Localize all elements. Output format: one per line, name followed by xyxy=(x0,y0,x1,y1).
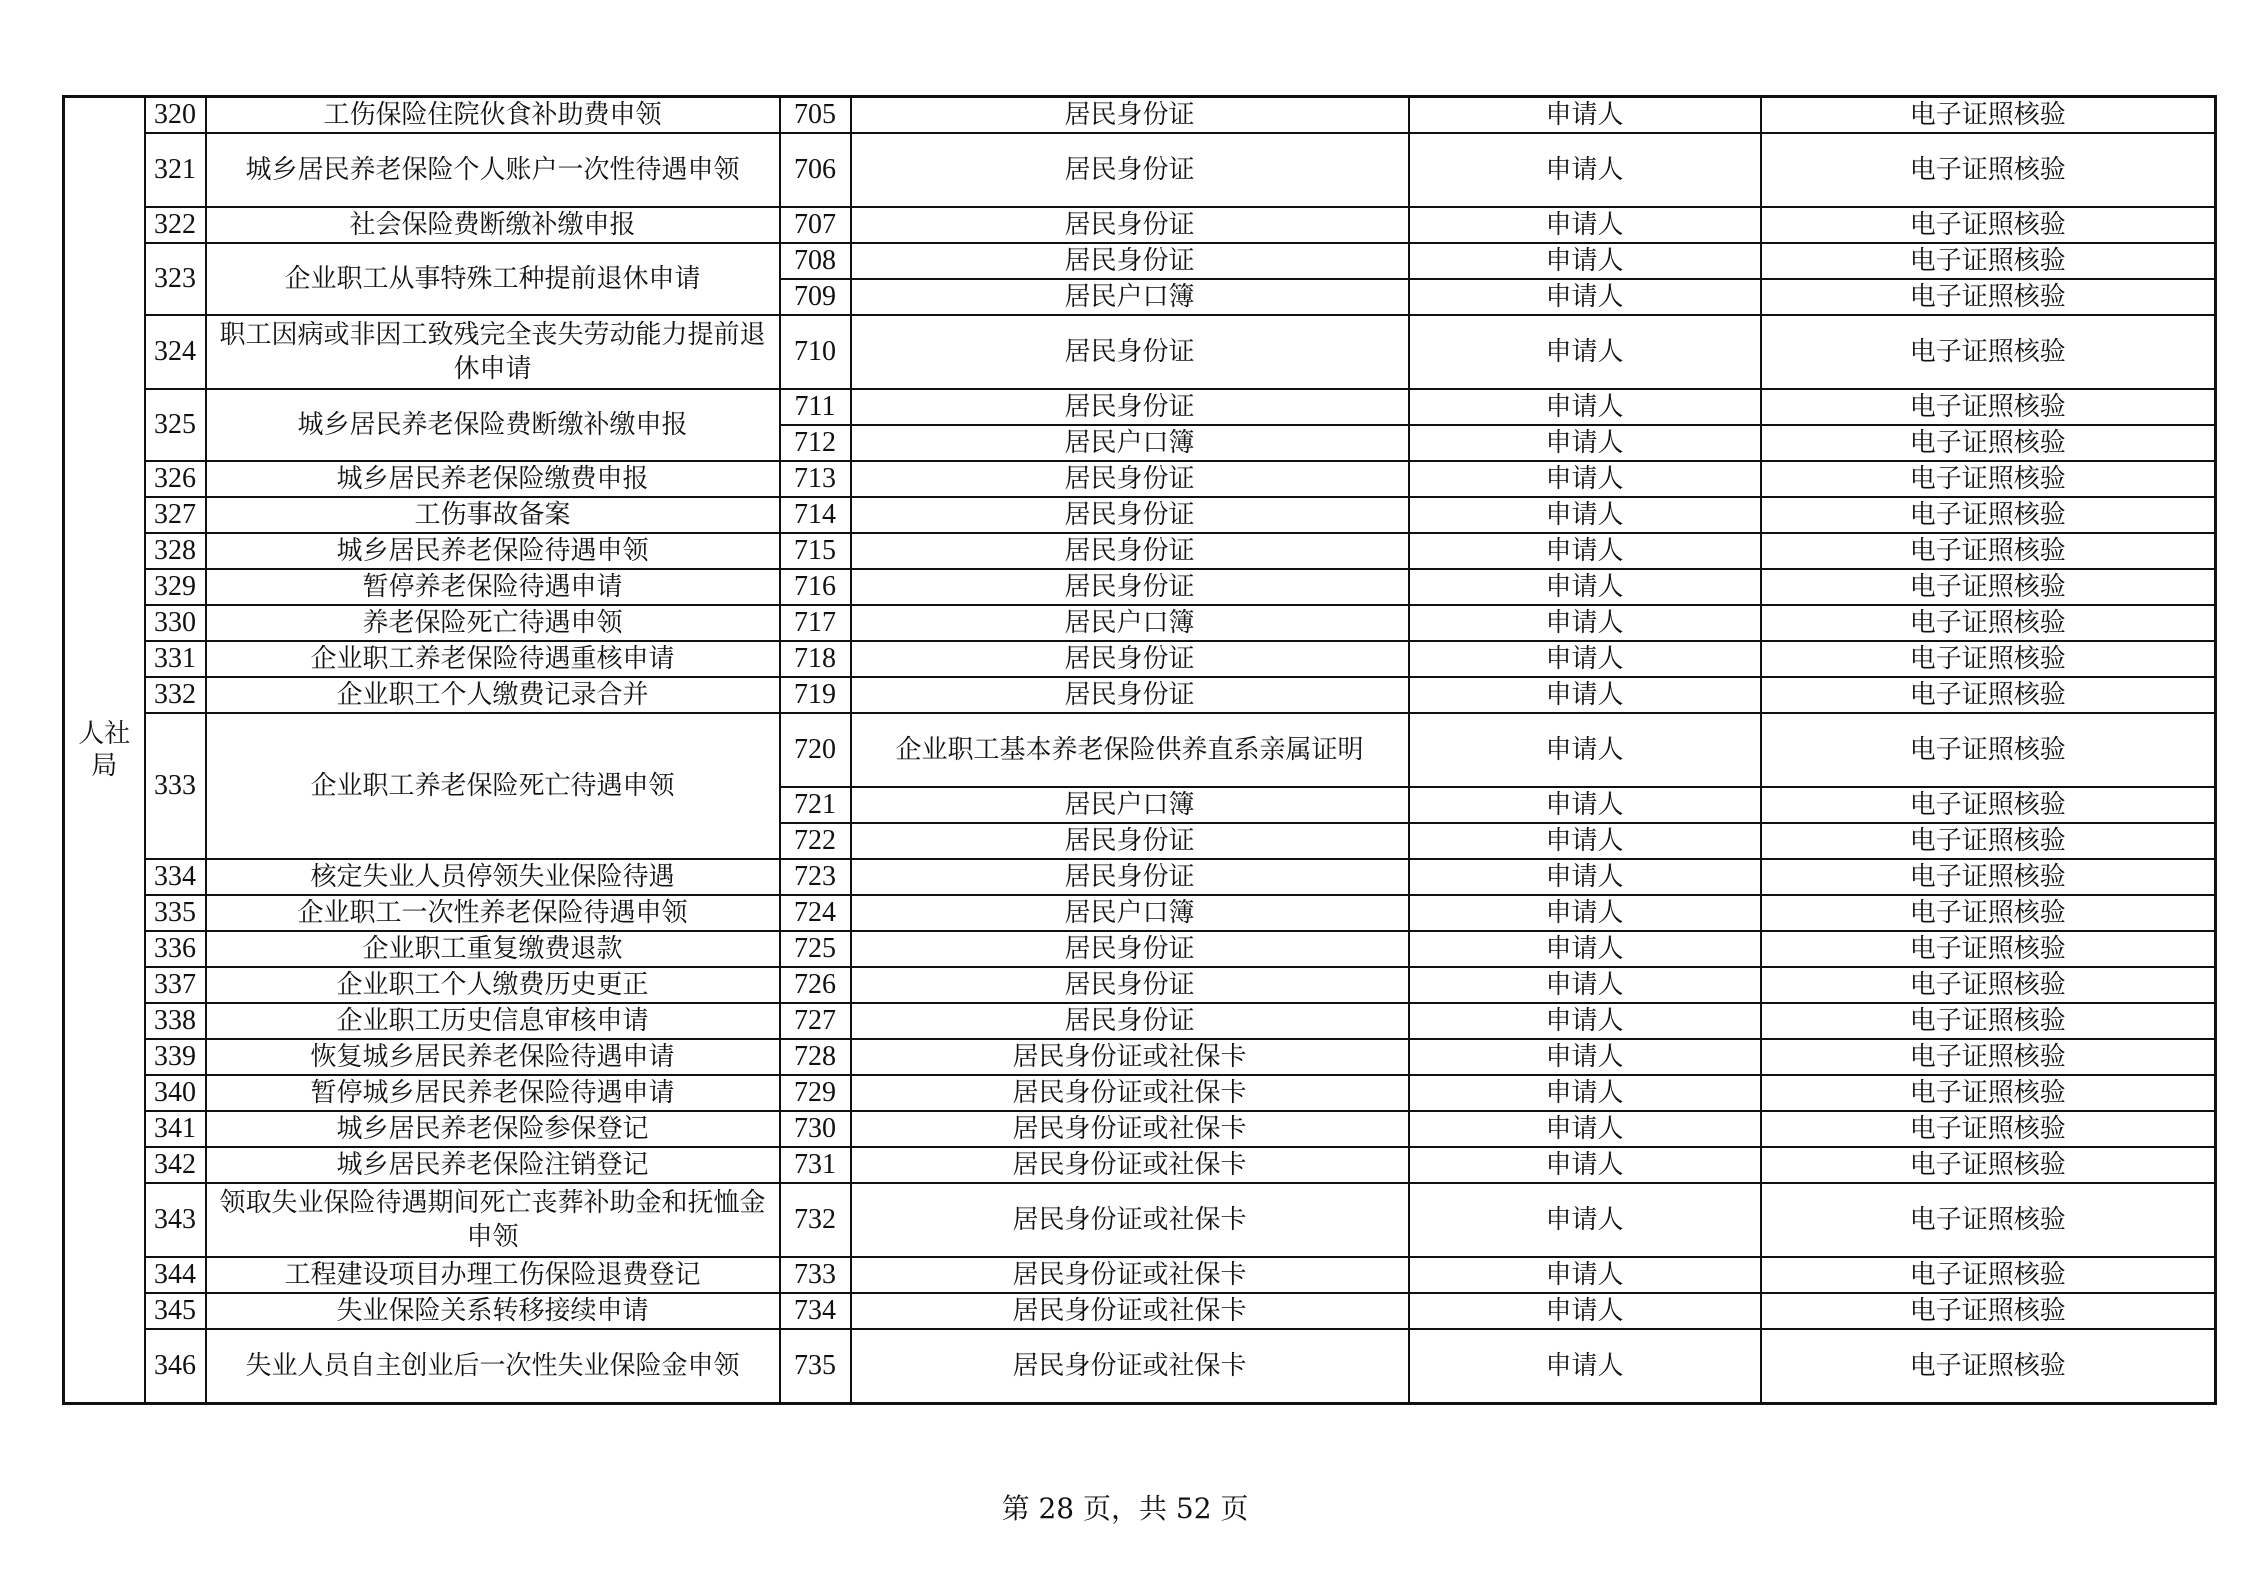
material-name-cell: 居民身份证 xyxy=(851,533,1409,569)
verification-method-cell: 电子证照核验 xyxy=(1761,605,2216,641)
material-name-cell: 企业职工基本养老保险供养直系亲属证明 xyxy=(851,713,1409,787)
item-name-cell: 城乡居民养老保险个人账户一次性待遇申领 xyxy=(206,133,780,207)
item-number-cell: 322 xyxy=(145,207,206,243)
verification-method-cell: 电子证照核验 xyxy=(1761,895,2216,931)
verification-method-cell: 电子证照核验 xyxy=(1761,1329,2216,1403)
verification-method-cell: 电子证照核验 xyxy=(1761,97,2216,134)
table-row xyxy=(64,859,2216,895)
item-number-cell: 336 xyxy=(145,931,206,967)
verification-method-cell: 电子证照核验 xyxy=(1761,569,2216,605)
table-row xyxy=(64,1147,2216,1183)
verification-method-cell: 电子证照核验 xyxy=(1761,133,2216,207)
material-name-cell: 居民身份证或社保卡 xyxy=(851,1111,1409,1147)
material-name-cell: 居民身份证 xyxy=(851,859,1409,895)
verification-method-cell: 电子证照核验 xyxy=(1761,425,2216,461)
material-name-cell: 居民身份证 xyxy=(851,461,1409,497)
subject-cell: 申请人 xyxy=(1409,97,1761,134)
material-code-cell: 705 xyxy=(780,97,851,134)
material-code-cell: 707 xyxy=(780,207,851,243)
table-row xyxy=(64,207,2216,243)
table-row xyxy=(64,533,2216,569)
item-name-cell: 工伤事故备案 xyxy=(206,497,780,533)
subject-cell: 申请人 xyxy=(1409,279,1761,315)
table-row xyxy=(64,497,2216,533)
verification-method-cell: 电子证照核验 xyxy=(1761,677,2216,713)
material-name-cell: 居民身份证 xyxy=(851,677,1409,713)
item-name-cell: 职工因病或非因工致残完全丧失劳动能力提前退休申请 xyxy=(206,315,780,389)
subject-cell: 申请人 xyxy=(1409,569,1761,605)
item-number-cell: 326 xyxy=(145,461,206,497)
material-code-cell: 712 xyxy=(780,425,851,461)
subject-cell: 申请人 xyxy=(1409,1257,1761,1293)
verification-method-cell: 电子证照核验 xyxy=(1761,461,2216,497)
table-row xyxy=(64,389,2216,425)
material-name-cell: 居民身份证 xyxy=(851,1003,1409,1039)
material-name-cell: 居民身份证 xyxy=(851,243,1409,279)
item-name-cell: 城乡居民养老保险缴费申报 xyxy=(206,461,780,497)
item-number-cell: 340 xyxy=(145,1075,206,1111)
material-name-cell: 居民户口簿 xyxy=(851,425,1409,461)
material-name-cell: 居民身份证或社保卡 xyxy=(851,1147,1409,1183)
verification-method-cell: 电子证照核验 xyxy=(1761,859,2216,895)
material-name-cell: 居民身份证或社保卡 xyxy=(851,1183,1409,1257)
subject-cell: 申请人 xyxy=(1409,823,1761,859)
verification-method-cell: 电子证照核验 xyxy=(1761,967,2216,1003)
verification-method-cell: 电子证照核验 xyxy=(1761,823,2216,859)
subject-cell: 申请人 xyxy=(1409,1183,1761,1257)
verification-method-cell: 电子证照核验 xyxy=(1761,315,2216,389)
item-name-cell: 企业职工养老保险死亡待遇申领 xyxy=(206,713,780,859)
material-code-cell: 727 xyxy=(780,1003,851,1039)
material-code-cell: 709 xyxy=(780,279,851,315)
verification-method-cell: 电子证照核验 xyxy=(1761,1039,2216,1075)
material-name-cell: 居民身份证 xyxy=(851,133,1409,207)
item-number-cell: 338 xyxy=(145,1003,206,1039)
table-row xyxy=(64,1329,2216,1403)
table-row xyxy=(64,461,2216,497)
material-name-cell: 居民身份证 xyxy=(851,641,1409,677)
item-name-cell: 养老保险死亡待遇申领 xyxy=(206,605,780,641)
material-name-cell: 居民身份证 xyxy=(851,931,1409,967)
item-number-cell: 328 xyxy=(145,533,206,569)
item-name-cell: 城乡居民养老保险待遇申领 xyxy=(206,533,780,569)
item-number-cell: 323 xyxy=(145,243,206,315)
subject-cell: 申请人 xyxy=(1409,895,1761,931)
material-code-cell: 719 xyxy=(780,677,851,713)
subject-cell: 申请人 xyxy=(1409,207,1761,243)
material-name-cell: 居民身份证 xyxy=(851,315,1409,389)
item-name-cell: 暂停养老保险待遇申请 xyxy=(206,569,780,605)
verification-method-cell: 电子证照核验 xyxy=(1761,641,2216,677)
item-name-cell: 企业职工重复缴费退款 xyxy=(206,931,780,967)
subject-cell: 申请人 xyxy=(1409,425,1761,461)
material-name-cell: 居民身份证 xyxy=(851,967,1409,1003)
item-number-cell: 320 xyxy=(145,97,206,134)
material-code-cell: 722 xyxy=(780,823,851,859)
item-number-cell: 337 xyxy=(145,967,206,1003)
item-name-cell: 企业职工个人缴费记录合并 xyxy=(206,677,780,713)
verification-method-cell: 电子证照核验 xyxy=(1761,497,2216,533)
material-code-cell: 714 xyxy=(780,497,851,533)
subject-cell: 申请人 xyxy=(1409,133,1761,207)
item-number-cell: 327 xyxy=(145,497,206,533)
subject-cell: 申请人 xyxy=(1409,787,1761,823)
material-name-cell: 居民身份证或社保卡 xyxy=(851,1257,1409,1293)
item-name-cell: 社会保险费断缴补缴申报 xyxy=(206,207,780,243)
material-code-cell: 729 xyxy=(780,1075,851,1111)
item-number-cell: 343 xyxy=(145,1183,206,1257)
material-name-cell: 居民身份证 xyxy=(851,497,1409,533)
material-code-cell: 706 xyxy=(780,133,851,207)
subject-cell: 申请人 xyxy=(1409,1147,1761,1183)
material-name-cell: 居民身份证或社保卡 xyxy=(851,1075,1409,1111)
material-name-cell: 居民身份证 xyxy=(851,569,1409,605)
table-row xyxy=(64,1003,2216,1039)
material-name-cell: 居民身份证 xyxy=(851,389,1409,425)
item-number-cell: 332 xyxy=(145,677,206,713)
item-number-cell: 345 xyxy=(145,1293,206,1329)
material-code-cell: 718 xyxy=(780,641,851,677)
table-row xyxy=(64,1183,2216,1257)
verification-method-cell: 电子证照核验 xyxy=(1761,1075,2216,1111)
subject-cell: 申请人 xyxy=(1409,315,1761,389)
material-name-cell: 居民身份证 xyxy=(851,823,1409,859)
item-name-cell: 城乡居民养老保险费断缴补缴申报 xyxy=(206,389,780,461)
table-row xyxy=(64,605,2216,641)
subject-cell: 申请人 xyxy=(1409,931,1761,967)
material-code-cell: 715 xyxy=(780,533,851,569)
material-name-cell: 居民身份证或社保卡 xyxy=(851,1293,1409,1329)
material-code-cell: 732 xyxy=(780,1183,851,1257)
material-code-cell: 717 xyxy=(780,605,851,641)
item-number-cell: 321 xyxy=(145,133,206,207)
item-number-cell: 329 xyxy=(145,569,206,605)
verification-method-cell: 电子证照核验 xyxy=(1761,1293,2216,1329)
material-code-cell: 728 xyxy=(780,1039,851,1075)
verification-method-cell: 电子证照核验 xyxy=(1761,1257,2216,1293)
material-code-cell: 725 xyxy=(780,931,851,967)
subject-cell: 申请人 xyxy=(1409,497,1761,533)
item-number-cell: 344 xyxy=(145,1257,206,1293)
material-code-cell: 731 xyxy=(780,1147,851,1183)
item-name-cell: 恢复城乡居民养老保险待遇申请 xyxy=(206,1039,780,1075)
item-name-cell: 城乡居民养老保险注销登记 xyxy=(206,1147,780,1183)
subject-cell: 申请人 xyxy=(1409,389,1761,425)
material-name-cell: 居民户口簿 xyxy=(851,787,1409,823)
item-name-cell: 工程建设项目办理工伤保险退费登记 xyxy=(206,1257,780,1293)
item-name-cell: 企业职工从事特殊工种提前退休申请 xyxy=(206,243,780,315)
item-number-cell: 331 xyxy=(145,641,206,677)
material-code-cell: 721 xyxy=(780,787,851,823)
material-name-cell: 居民户口簿 xyxy=(851,605,1409,641)
subject-cell: 申请人 xyxy=(1409,967,1761,1003)
subject-cell: 申请人 xyxy=(1409,1003,1761,1039)
item-number-cell: 334 xyxy=(145,859,206,895)
material-code-cell: 724 xyxy=(780,895,851,931)
table-row xyxy=(64,677,2216,713)
item-number-cell: 330 xyxy=(145,605,206,641)
material-name-cell: 居民户口簿 xyxy=(851,895,1409,931)
table-row xyxy=(64,1039,2216,1075)
verification-method-cell: 电子证照核验 xyxy=(1761,713,2216,787)
material-name-cell: 居民户口簿 xyxy=(851,279,1409,315)
material-name-cell: 居民身份证或社保卡 xyxy=(851,1039,1409,1075)
item-name-cell: 领取失业保险待遇期间死亡丧葬补助金和抚恤金申领 xyxy=(206,1183,780,1257)
table-row xyxy=(64,895,2216,931)
material-code-cell: 726 xyxy=(780,967,851,1003)
material-code-cell: 708 xyxy=(780,243,851,279)
service-material-table xyxy=(62,95,2217,1405)
subject-cell: 申请人 xyxy=(1409,677,1761,713)
subject-cell: 申请人 xyxy=(1409,1329,1761,1403)
table-row xyxy=(64,1111,2216,1147)
material-name-cell: 居民身份证 xyxy=(851,97,1409,134)
verification-method-cell: 电子证照核验 xyxy=(1761,279,2216,315)
item-name-cell: 企业职工个人缴费历史更正 xyxy=(206,967,780,1003)
table-row xyxy=(64,97,2216,134)
item-name-cell: 企业职工养老保险待遇重核申请 xyxy=(206,641,780,677)
subject-cell: 申请人 xyxy=(1409,605,1761,641)
verification-method-cell: 电子证照核验 xyxy=(1761,787,2216,823)
verification-method-cell: 电子证照核验 xyxy=(1761,389,2216,425)
subject-cell: 申请人 xyxy=(1409,243,1761,279)
item-number-cell: 346 xyxy=(145,1329,206,1403)
item-number-cell: 333 xyxy=(145,713,206,859)
item-name-cell: 失业保险关系转移接续申请 xyxy=(206,1293,780,1329)
material-code-cell: 720 xyxy=(780,713,851,787)
item-name-cell: 企业职工历史信息审核申请 xyxy=(206,1003,780,1039)
table-row xyxy=(64,1293,2216,1329)
item-number-cell: 324 xyxy=(145,315,206,389)
item-number-cell: 325 xyxy=(145,389,206,461)
table-row xyxy=(64,133,2216,207)
item-name-cell: 核定失业人员停领失业保险待遇 xyxy=(206,859,780,895)
subject-cell: 申请人 xyxy=(1409,461,1761,497)
material-code-cell: 710 xyxy=(780,315,851,389)
material-code-cell: 735 xyxy=(780,1329,851,1403)
material-name-cell: 居民身份证或社保卡 xyxy=(851,1329,1409,1403)
material-code-cell: 730 xyxy=(780,1111,851,1147)
subject-cell: 申请人 xyxy=(1409,641,1761,677)
table-row xyxy=(64,713,2216,787)
subject-cell: 申请人 xyxy=(1409,713,1761,787)
verification-method-cell: 电子证照核验 xyxy=(1761,533,2216,569)
subject-cell: 申请人 xyxy=(1409,859,1761,895)
table-row xyxy=(64,931,2216,967)
page-footer: 第 28 页，共 52 页 xyxy=(1001,1492,1249,1525)
subject-cell: 申请人 xyxy=(1409,1111,1761,1147)
material-code-cell: 713 xyxy=(780,461,851,497)
item-number-cell: 339 xyxy=(145,1039,206,1075)
verification-method-cell: 电子证照核验 xyxy=(1761,1183,2216,1257)
subject-cell: 申请人 xyxy=(1409,1075,1761,1111)
table-row xyxy=(64,1075,2216,1111)
item-number-cell: 341 xyxy=(145,1111,206,1147)
table-row xyxy=(64,641,2216,677)
material-code-cell: 723 xyxy=(780,859,851,895)
verification-method-cell: 电子证照核验 xyxy=(1761,243,2216,279)
table-row xyxy=(64,1257,2216,1293)
item-name-cell: 失业人员自主创业后一次性失业保险金申领 xyxy=(206,1329,780,1403)
material-code-cell: 711 xyxy=(780,389,851,425)
table-row xyxy=(64,243,2216,279)
table-row xyxy=(64,569,2216,605)
table-row xyxy=(64,315,2216,389)
subject-cell: 申请人 xyxy=(1409,533,1761,569)
material-code-cell: 733 xyxy=(780,1257,851,1293)
item-name-cell: 工伤保险住院伙食补助费申领 xyxy=(206,97,780,134)
item-name-cell: 企业职工一次性养老保险待遇申领 xyxy=(206,895,780,931)
verification-method-cell: 电子证照核验 xyxy=(1761,1147,2216,1183)
verification-method-cell: 电子证照核验 xyxy=(1761,931,2216,967)
subject-cell: 申请人 xyxy=(1409,1293,1761,1329)
verification-method-cell: 电子证照核验 xyxy=(1761,207,2216,243)
table-row xyxy=(64,967,2216,1003)
subject-cell: 申请人 xyxy=(1409,1039,1761,1075)
item-number-cell: 335 xyxy=(145,895,206,931)
material-name-cell: 居民身份证 xyxy=(851,207,1409,243)
material-code-cell: 734 xyxy=(780,1293,851,1329)
verification-method-cell: 电子证照核验 xyxy=(1761,1003,2216,1039)
verification-method-cell: 电子证照核验 xyxy=(1761,1111,2216,1147)
department-cell: 人社局 xyxy=(64,97,145,1404)
item-name-cell: 城乡居民养老保险参保登记 xyxy=(206,1111,780,1147)
material-code-cell: 716 xyxy=(780,569,851,605)
item-name-cell: 暂停城乡居民养老保险待遇申请 xyxy=(206,1075,780,1111)
item-number-cell: 342 xyxy=(145,1147,206,1183)
